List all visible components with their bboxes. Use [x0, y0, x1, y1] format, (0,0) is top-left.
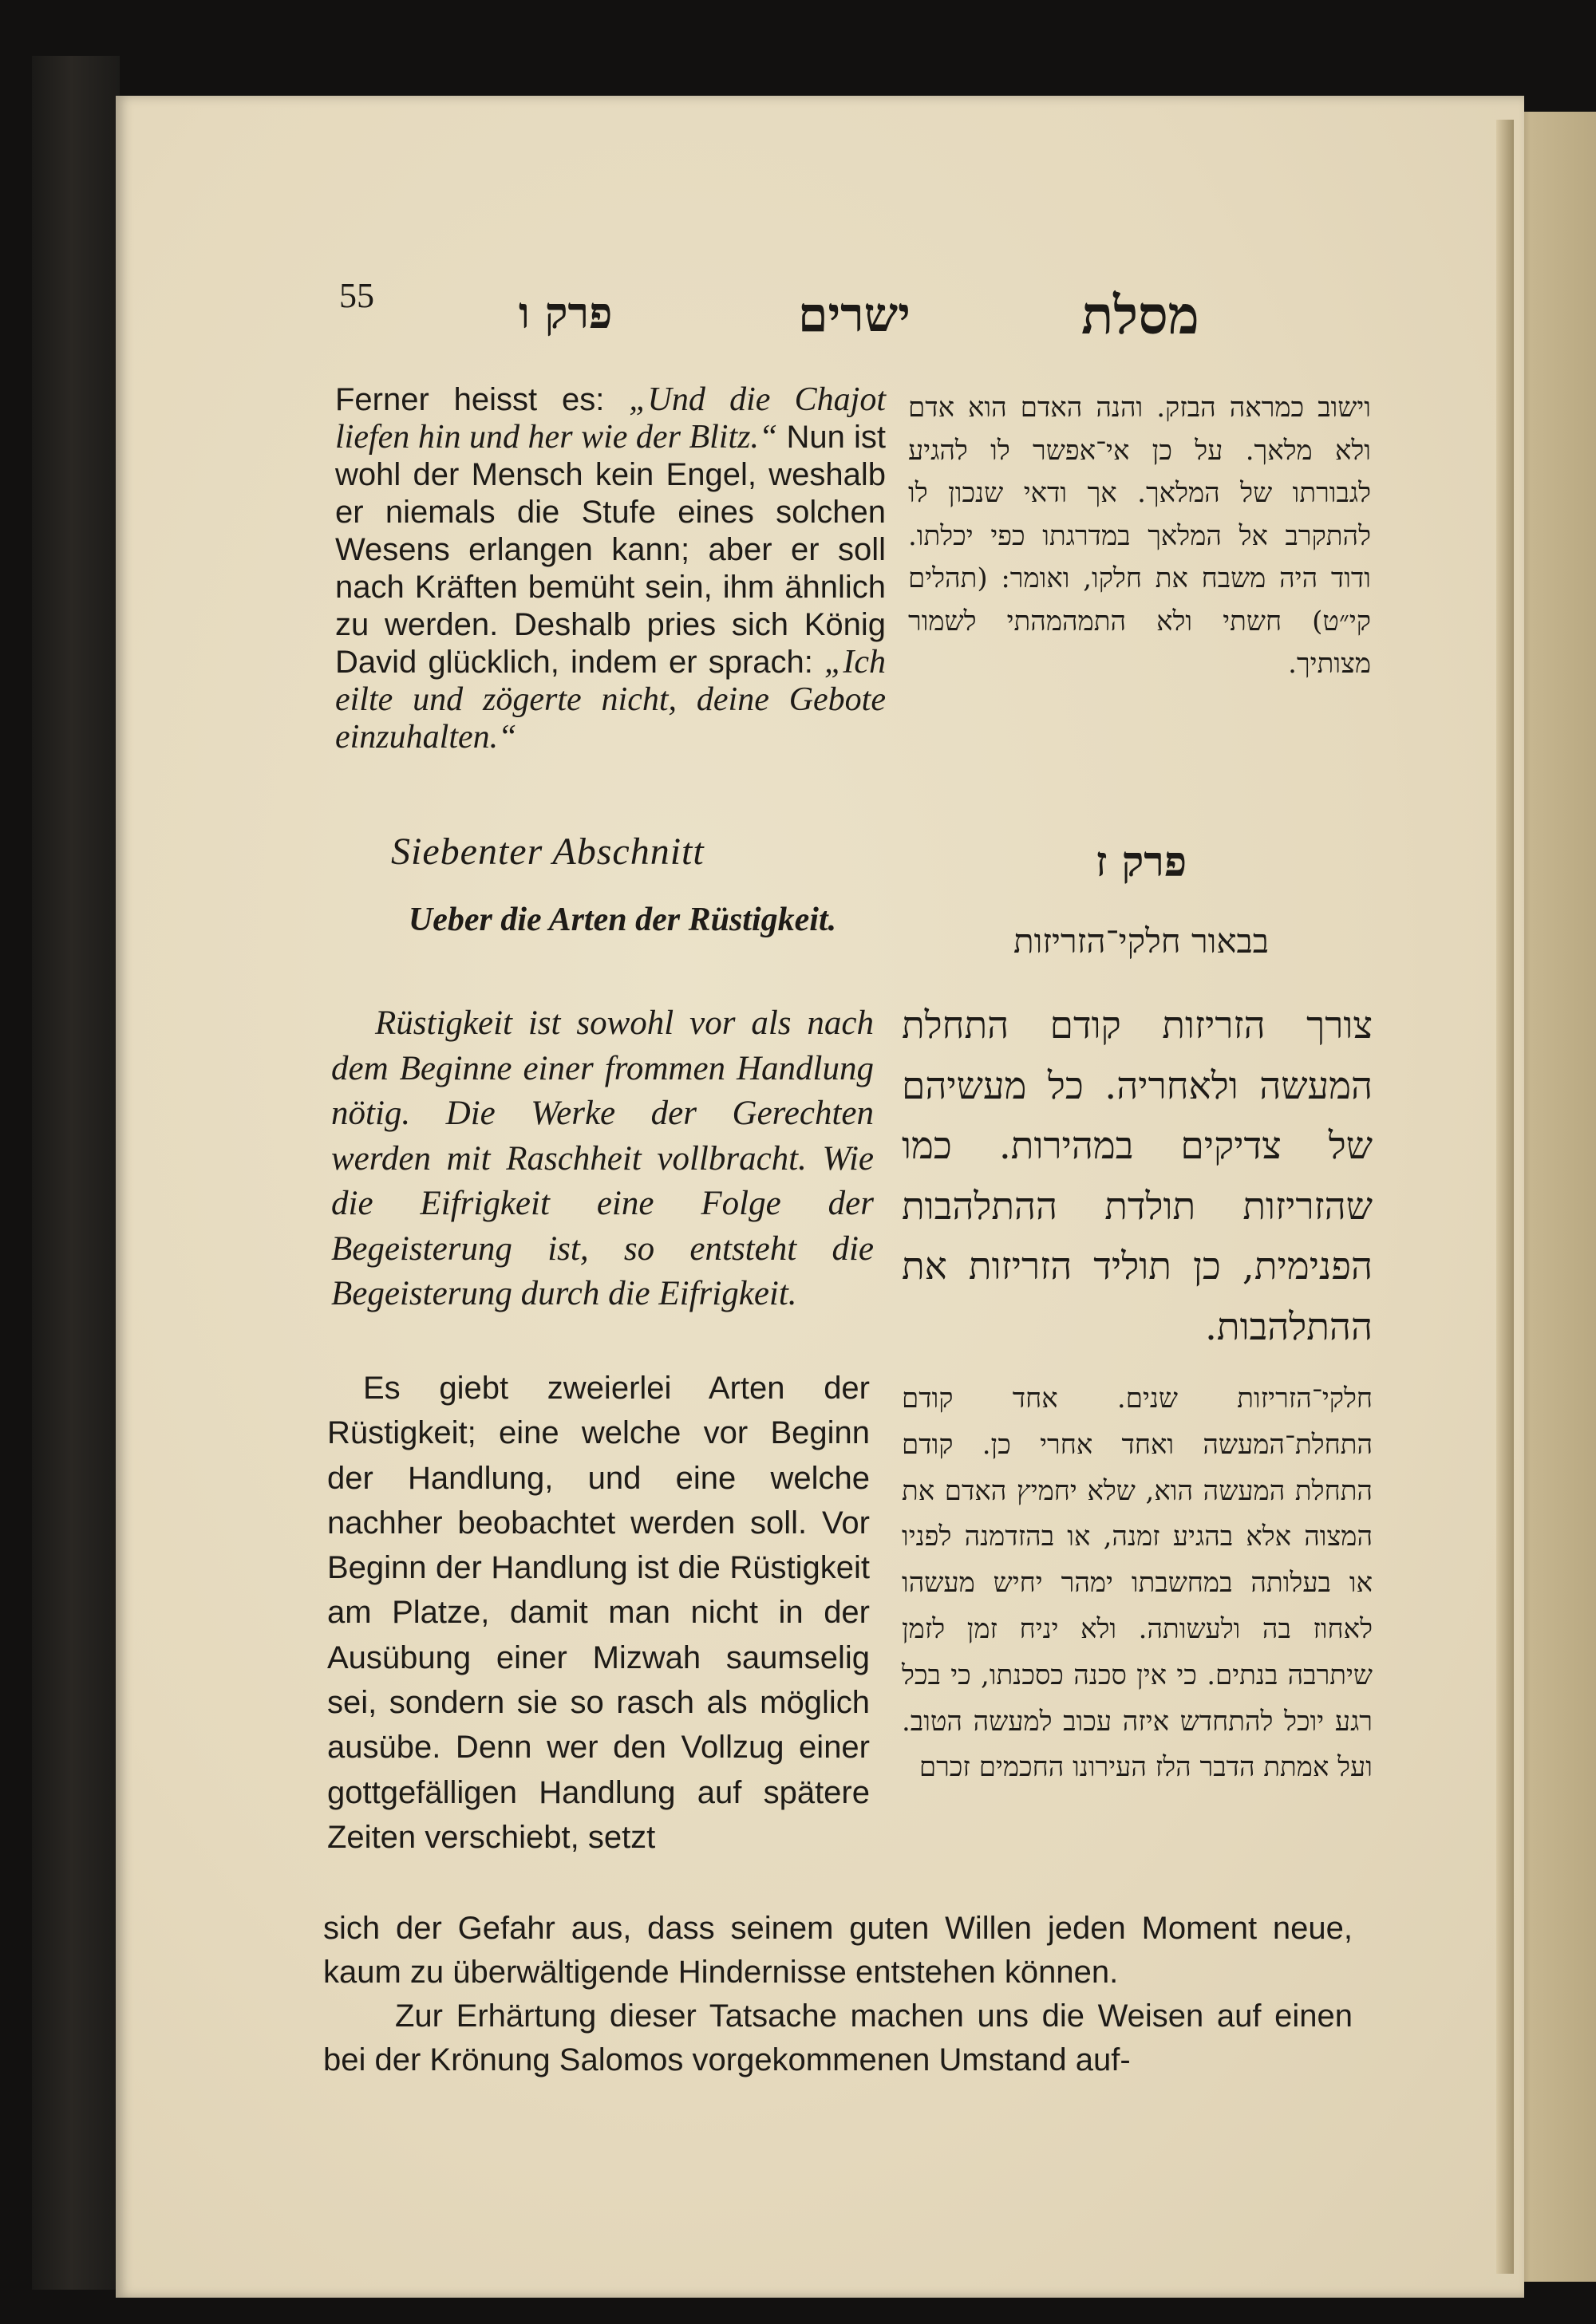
german-continuation-line-2: Zur Erhärtung dieser Tatsache machen uns die Weisen auf einen bei der Krönung Salomos vorgekommenen Umstand auf-	[323, 1998, 1353, 2077]
german-intro-paragraph	[335, 381, 886, 756]
german-continuation	[323, 1907, 1353, 2082]
header-yesharim: ישרים	[798, 287, 911, 343]
page-number: 55	[339, 276, 374, 315]
header-perek: פרק ו	[519, 287, 613, 338]
german-main-paragraph: Es giebt zweierlei Arten der Rüstigkeit; eine welche vor Beginn der Handlung, und eine welche nachher beobachtet werden soll. Vor Beginn der Handlung ist die Rüstigkeit am Platze, damit man nicht in der Ausübung einer Mizwah saumselig sei, sondern sie so rasch als möglich ausübe. Denn wer den Vollzug einer gottgefälligen Handlung auf spätere Zeiten verschiebt, setzt	[327, 1371, 870, 1855]
hebrew-chapter-title: פרק ז	[1095, 838, 1187, 886]
german-summary: Rüstigkeit ist sowohl vor als nach dem Beginne einer frommen Handlung nötig. Die Werke der Gerechten werden mit Raschheit vollbracht. Wie die Eifrigkeit eine Folge der Begeisterung ist, so entsteht die Begeisterung durch die Eifrigkeit.	[331, 1004, 874, 1312]
german-continuation-line-1: sich der Gefahr aus, dass seinem guten Willen jeden Moment neue, kaum zu überwältigende Hindernisse entstehen können.	[323, 1911, 1353, 1990]
page-edge	[1496, 120, 1514, 2274]
hebrew-intro-paragraph: וישוב כמראה הבזק. והנה האדם הוא אדם ולא מלאך. על כן אי־אפשר לו להגיע לגבורתו של המלאך. אך ודאי שנכון לו להתקרב אל המלאך במדרגתו כפי יכלתו. ודוד היה משבח את חלקו, ואומר: (תהלים קי״ט) חשתי ולא התמהמהתי לשמור מצותיך.	[908, 392, 1371, 680]
german-intro-text-2: Nun ist wohl der Mensch kein Engel, weshalb er niemals die Stufe eines solchen Wesens erlangen kann; aber er soll nach Kräften bemüht sein, ihm ähnlich zu werden. Deshalb pries sich König David glücklich, indem er sprach:	[335, 420, 886, 680]
german-chapter-title: Siebenter Abschnitt	[391, 831, 705, 873]
german-intro-quote-1: „Und die Chajot liefen hin und her wie der Blitz.“	[335, 381, 886, 456]
book-binding	[32, 56, 120, 2290]
header-mesilat: מסלת	[1081, 284, 1199, 346]
german-chapter-subtitle: Ueber die Arten der Rüstigkeit.	[408, 902, 837, 938]
hebrew-chapter-subtitle: בבאור חלקי־הזריזות	[1013, 921, 1270, 961]
hebrew-main-paragraph: חלקי־הזריזות שנים. אחד קודם התחלת־המעשה ואחד אחרי כן. קודם התחלת המעשה הוא, שלא יחמיץ האדם את המצוה אלא בהגיע זמנה, או בהזדמנה לפניו או בעלותה במחשבתו ימהר יחיש מעשהו לאחוז בה ולעשותה. ולא יניח זמן לזמן שיתרבה בנתים. כי אין סכנה כסכנתו, כי בכל רגע יוכל להתחדש איזה עכוב למעשה הטוב. ועל אמתת הדבר הלז העירונו החכמים זכרם	[902, 1383, 1373, 1784]
german-intro-quote-2: „Ich eilte und zögerte nicht, deine Gebote einzuhalten.“	[335, 644, 886, 756]
hebrew-summary: צורך הזריזות קודם התחלת המעשה ולאחריה. כל מעשיהם של צדיקים במהירות. כמו שהזריזות תולדת ההתלהבות הפנימית, כן תוליד הזריזות את ההתלהבות.	[902, 1004, 1373, 1349]
german-intro-text-1: Ferner heisst es:	[335, 382, 630, 417]
